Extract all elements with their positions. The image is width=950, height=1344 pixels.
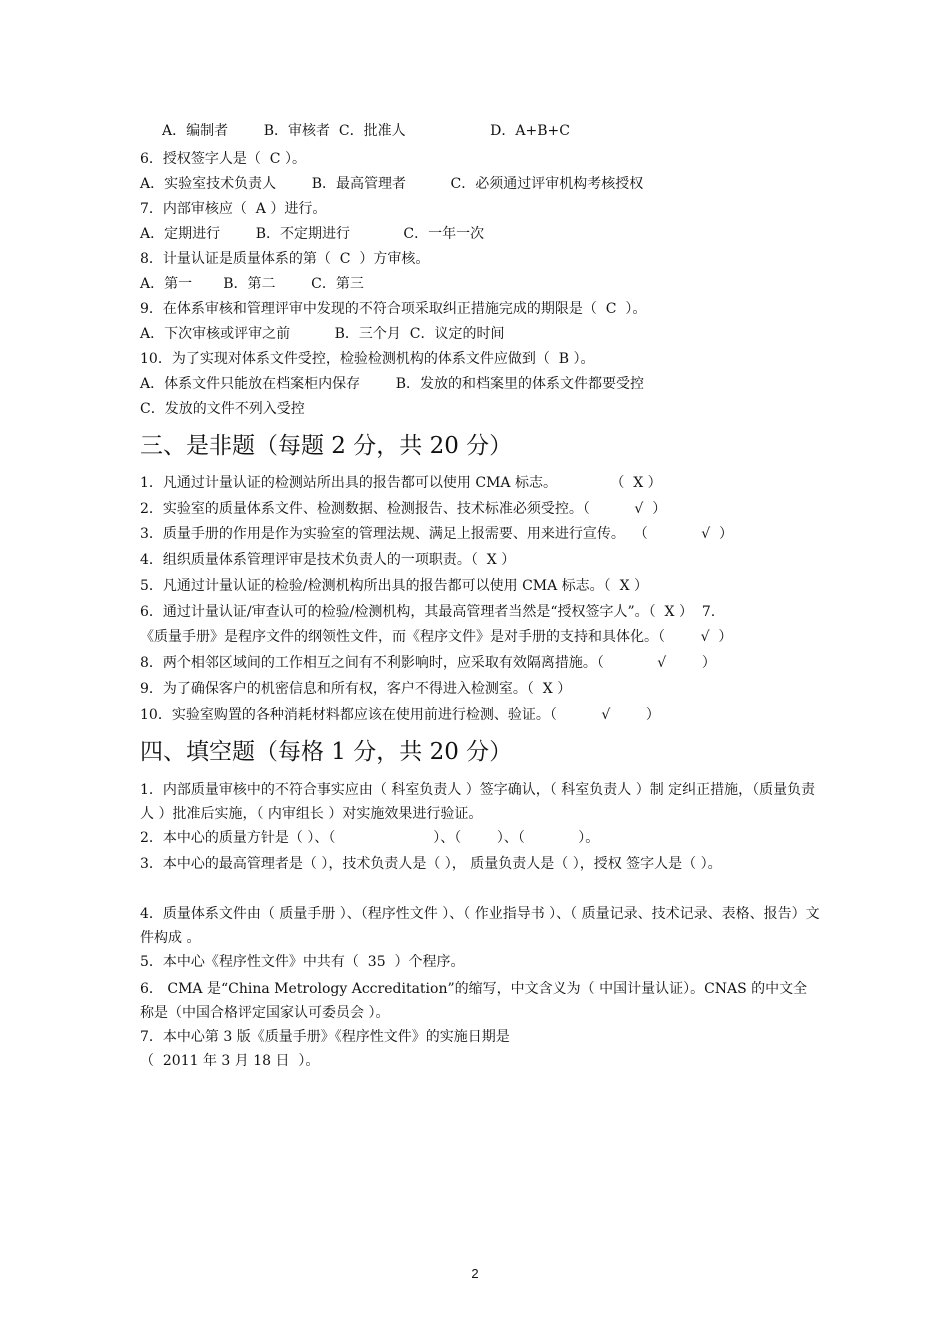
tf-item-8: 8．两个相邻区域间的工作相互之间有不利影响时，应采取有效隔离措施。（ √ ） bbox=[140, 655, 716, 671]
page-number: 2 bbox=[471, 1266, 479, 1281]
tf-item-6: 6．通过计量认证/审查认可的检验/检测机构，其最高管理者当然是“授权签字人”。（ X ） 7. bbox=[140, 604, 716, 620]
question-7: 7．内部审核应（ A ）进行。 bbox=[140, 201, 327, 217]
fill-question-4: 4．质量体系文件由（ 质量手册 ）、（程序性文件 ）、（ 作业指导书 ）、（ 质量记录、技术记录、表格、报告）文件构成 。 bbox=[140, 906, 820, 946]
question-10-option-c: C．发放的文件不列入受控 bbox=[140, 401, 305, 417]
question-8-options: A．第一 B．第二 C．第三 bbox=[140, 276, 364, 292]
fill-question-5: 5．本中心《程序性文件》中共有（ 35 ）个程序。 bbox=[140, 954, 465, 970]
fill-question-2: 2．本中心的质量方针是（ ）、（ ）、（ ）、（ ）。 bbox=[140, 830, 600, 846]
question-9-options: A．下次审核或评审之前 B．三个月 C．议定的时间 bbox=[140, 326, 505, 342]
q5-options: A．编制者 B．审核者 C．批准人 D．A+B+C bbox=[162, 123, 570, 139]
question-10: 10．为了实现对体系文件受控，检验检测机构的体系文件应做到（ B ）。 bbox=[140, 351, 595, 367]
question-8: 8．计量认证是质量体系的第（ C ）方审核。 bbox=[140, 251, 430, 267]
fill-question-7-line-2: （ 2011 年 3 月 18 日 ）。 bbox=[140, 1053, 320, 1069]
question-9: 9．在体系审核和管理评审中发现的不符合项采取纠正措施完成的期限是（ C ）。 bbox=[140, 301, 647, 317]
question-10-options: A．体系文件只能放在档案柜内保存 B．发放的和档案里的体系文件都要受控 bbox=[140, 376, 644, 392]
question-6-options: A．实验室技术负责人 B．最高管理者 C．必须通过评审机构考核授权 bbox=[140, 176, 644, 192]
section-3-heading: 三、是非题（每题 2 分，共 20 分） bbox=[140, 433, 513, 459]
tf-item-5: 5．凡通过计量认证的检验/检测机构所出具的报告都可以使用 CMA 标志。（ X ） bbox=[140, 578, 648, 594]
tf-item-2: 2．实验室的质量体系文件、检测数据、检测报告、技术标准必须受控。（ √ ） bbox=[140, 501, 667, 517]
tf-item-3: 3．质量手册的作用是作为实验室的管理法规、满足上报需要、用来进行宣传。 （ √ ） bbox=[140, 526, 734, 542]
tf-item-4: 4．组织质量体系管理评审是技术负责人的一项职责。（ X ） bbox=[140, 552, 516, 568]
question-6: 6．授权签字人是（ C ）。 bbox=[140, 151, 306, 167]
section-4-heading: 四、填空题（每格 1 分，共 20 分） bbox=[140, 739, 513, 765]
tf-item-7: 《质量手册》是程序文件的纲领性文件，而《程序文件》是对手册的支持和具体化。（ √ ） bbox=[140, 629, 733, 645]
tf-item-10: 10．实验室购置的各种消耗材料都应该在使用前进行检测、验证。（ √ ） bbox=[140, 707, 660, 723]
tf-item-9: 9．为了确保客户的机密信息和所有权，客户不得进入检测室。（ X ） bbox=[140, 681, 572, 697]
fill-question-6: 6． CMA 是“China Metrology Accreditation”的缩写，中文含义为（ 中国计量认证）。CNAS 的中文全称是（中国合格评定国家认可委员会 ）。 bbox=[140, 981, 808, 1021]
question-7-options: A．定期进行 B．不定期进行 C．一年一次 bbox=[140, 226, 485, 242]
fill-question-7-line-1: 7．本中心第 3 版《质量手册》《程序性文件》的实施日期是 bbox=[140, 1029, 510, 1045]
fill-question-3: 3．本中心的最高管理者是（ ），技术负责人是（ ）， 质量负责人是（ ），授权 签字人是（ ）。 bbox=[140, 856, 722, 872]
tf-item-1: 1．凡通过计量认证的检测站所出具的报告都可以使用 CMA 标志。 （ X ） bbox=[140, 475, 662, 491]
fill-question-1: 1．内部质量审核中的不符合事实应由（ 科室负责人 ）签字确认，（ 科室负责人 ）制 定纠正措施，（质量负责人 ）批准后实施，（ 内审组长 ）对实施效果进行验证。 bbox=[140, 782, 816, 822]
